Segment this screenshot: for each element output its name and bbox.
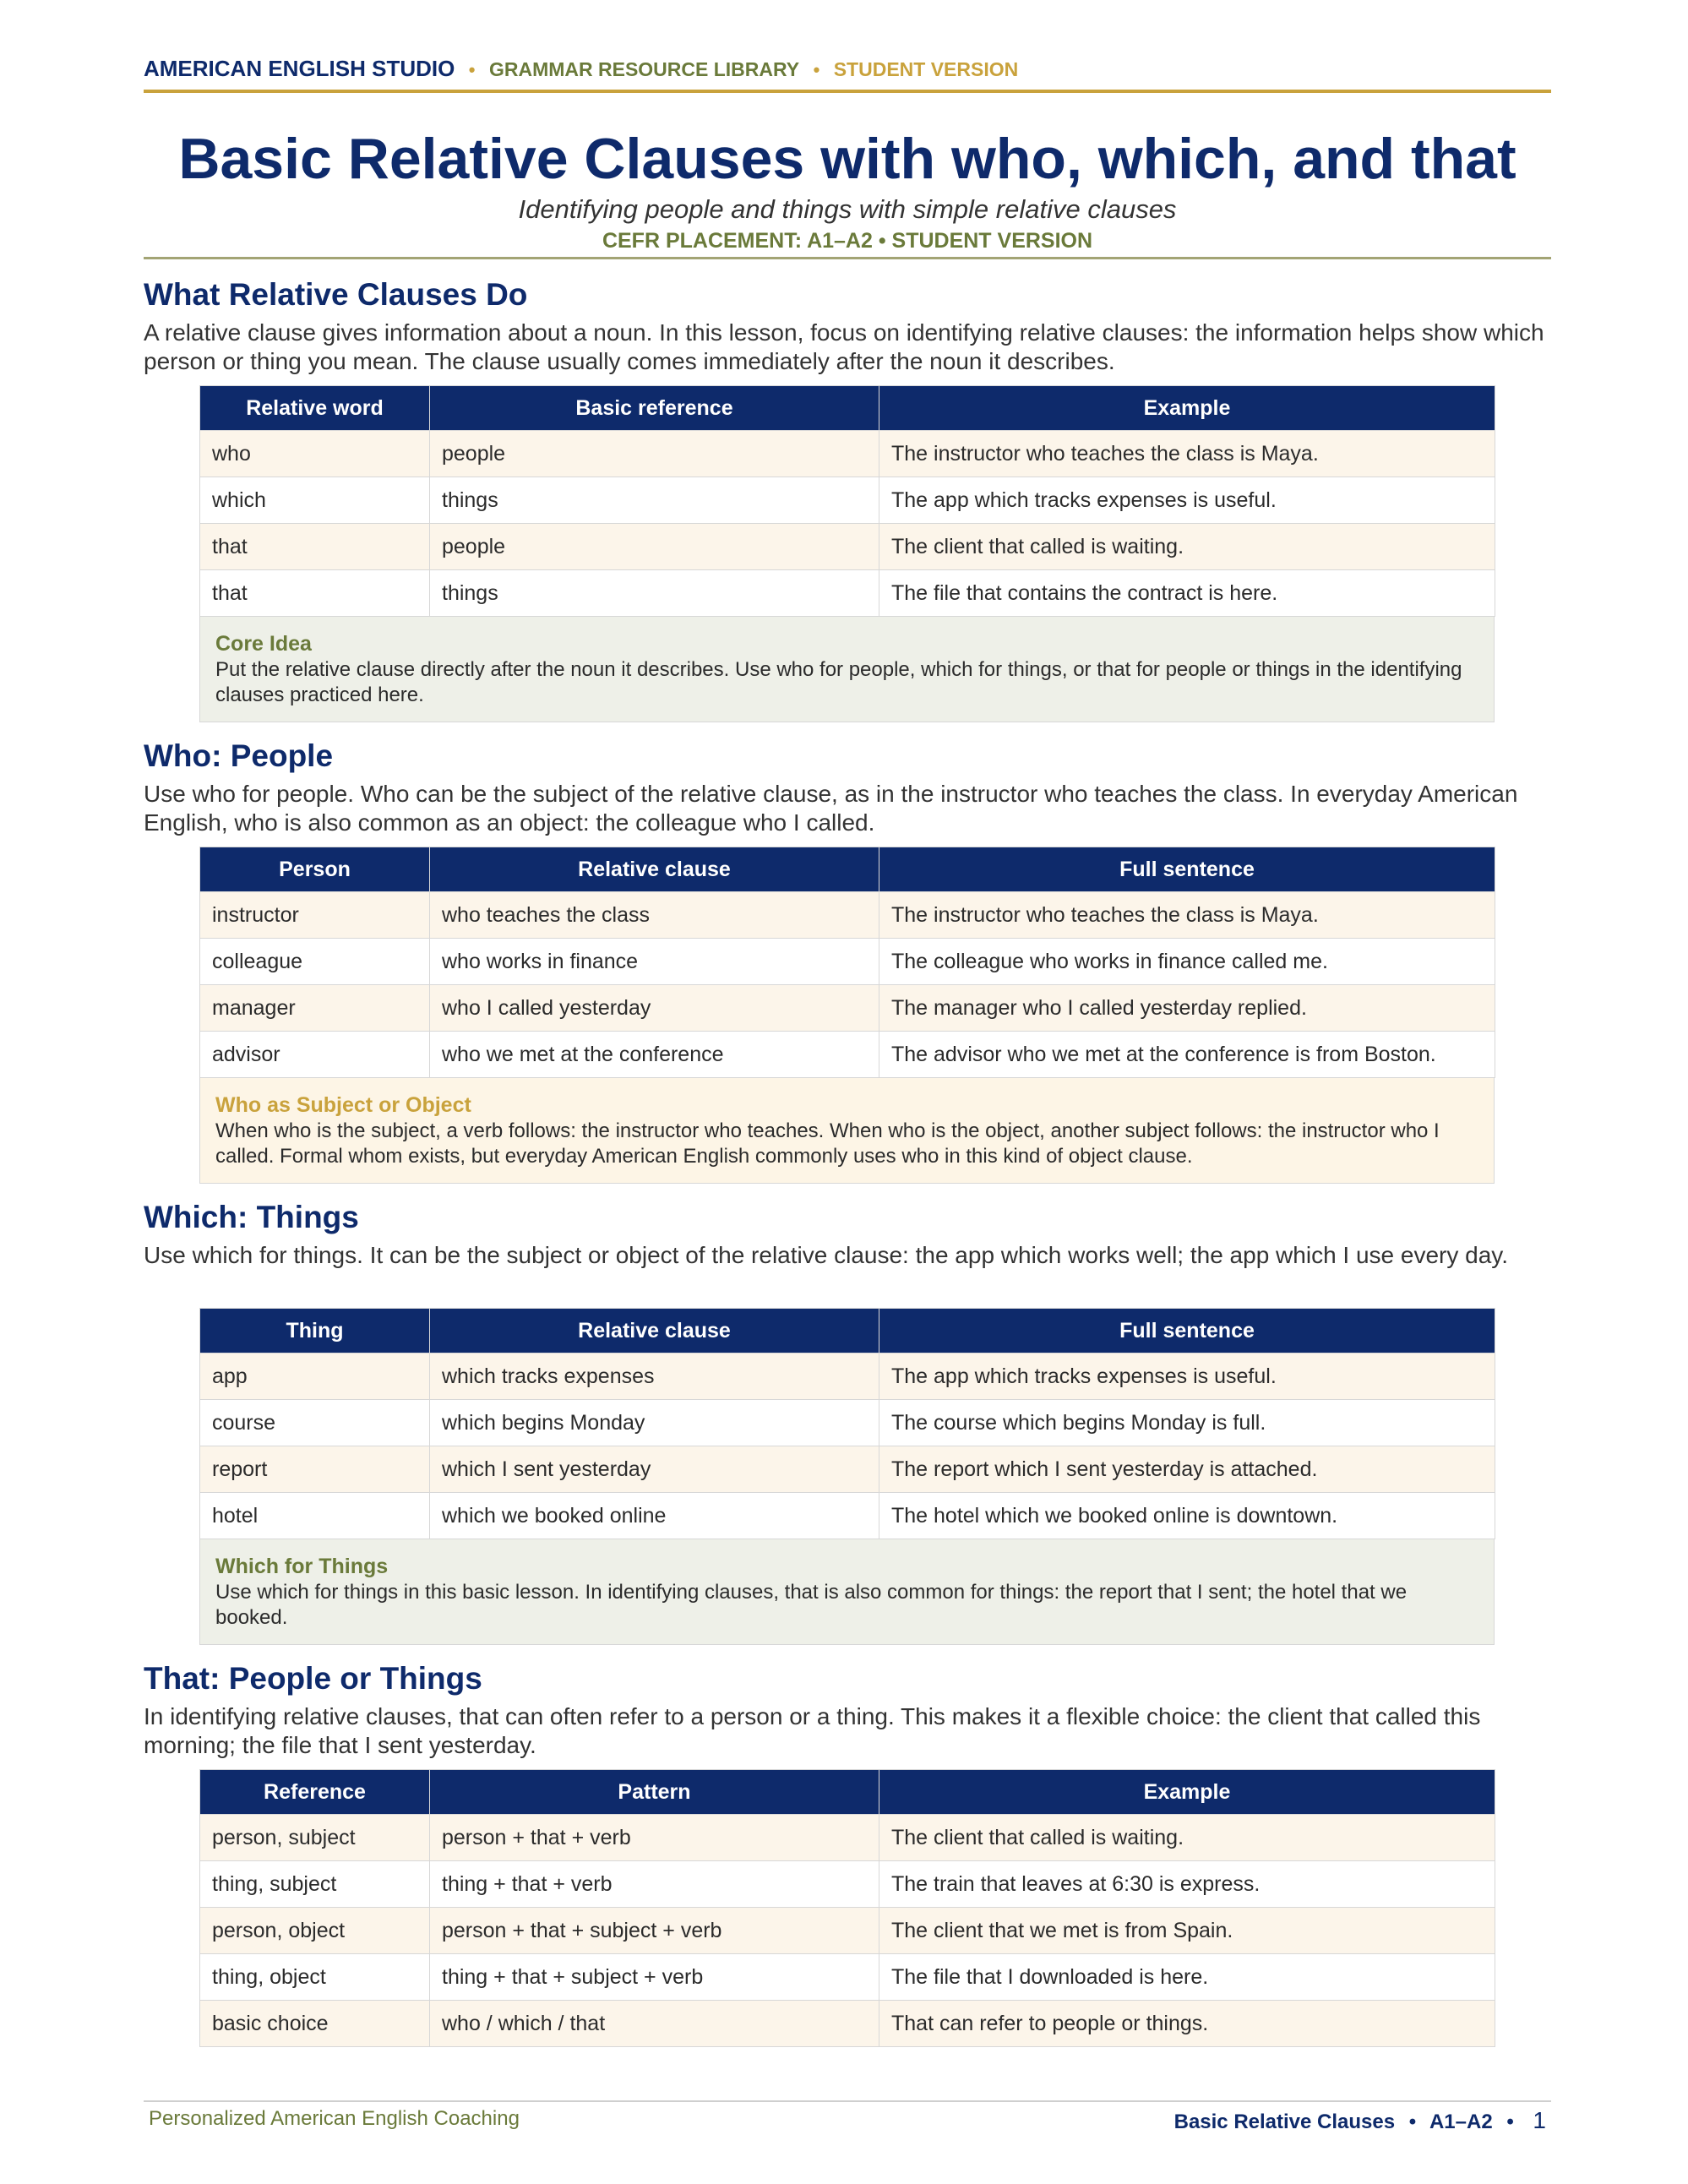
table-cell: people — [430, 431, 879, 477]
title-divider — [144, 257, 1551, 259]
section-text: Use which for things. It can be the subject or object of the relative clause: the app which works well; the app which I use every day. — [144, 1242, 1508, 1268]
table-cell: which we booked online — [430, 1493, 879, 1539]
table-row — [200, 939, 1495, 985]
table-cell: The manager who I called yesterday replied. — [879, 985, 1495, 1032]
table-row — [200, 1493, 1495, 1539]
table-cell: The instructor who teaches the class is Maya. — [879, 892, 1495, 939]
callout-box — [199, 617, 1495, 722]
footer-separator: • — [1506, 2110, 1514, 2133]
page-subtitle: Identifying people and things with simple relative clauses — [518, 194, 1177, 224]
column-header: Relative word — [200, 386, 430, 431]
table-cell: who / which / that — [430, 2001, 879, 2047]
header-separator: • — [468, 59, 476, 80]
table-row — [200, 1032, 1495, 1078]
table-row — [200, 1400, 1495, 1446]
table-cell: basic choice — [200, 2001, 430, 2047]
table-cell: The report which I sent yesterday is attached. — [879, 1446, 1495, 1493]
column-header: Thing — [200, 1309, 430, 1353]
header-bar — [144, 56, 1551, 93]
column-header: Full sentence — [879, 1309, 1495, 1353]
footer-level: A1–A2 — [1429, 2110, 1493, 2133]
section-text: A relative clause gives information about a noun. In this lesson, focus on identifying relative clauses: the information helps show which person or thing you mean. The clause usually comes immediately after the noun it describes. — [144, 319, 1544, 374]
table-row — [200, 2001, 1495, 2047]
that-table — [199, 1769, 1495, 2047]
table-cell: things — [430, 570, 879, 617]
section-heading: That: People or Things — [144, 1661, 482, 1696]
table-row — [200, 1954, 1495, 2001]
table-cell: app — [200, 1353, 430, 1400]
page-number: 1 — [1533, 2107, 1546, 2133]
table-cell: which tracks expenses — [430, 1353, 879, 1400]
table-cell: person, subject — [200, 1815, 430, 1861]
table-cell: The instructor who teaches the class is Maya. — [879, 431, 1495, 477]
table-row — [200, 570, 1495, 617]
table-header-row — [200, 1770, 1495, 1815]
column-header: Example — [879, 386, 1495, 431]
section-heading: Which: Things — [144, 1200, 359, 1234]
table-cell: manager — [200, 985, 430, 1032]
library-name: GRAMMAR RESOURCE LIBRARY — [488, 58, 800, 80]
section-heading: What Relative Clauses Do — [144, 277, 528, 312]
table-cell: course — [200, 1400, 430, 1446]
callout-box — [199, 1078, 1495, 1184]
section-text: In identifying relative clauses, that can often refer to a person or a thing. This makes it a flexible choice: the client that called this morning; the file that I sent yesterday. — [144, 1703, 1481, 1758]
callout-title: Core Idea — [215, 632, 312, 656]
table-cell: colleague — [200, 939, 430, 985]
table-cell: who teaches the class — [430, 892, 879, 939]
table-cell: The app which tracks expenses is useful. — [879, 477, 1495, 524]
table-cell: The advisor who we met at the conference is from Boston. — [879, 1032, 1495, 1078]
column-header: Relative clause — [430, 1309, 879, 1353]
footer-divider — [144, 2100, 1551, 2102]
table-row — [200, 477, 1495, 524]
callout-box — [199, 1539, 1495, 1645]
table-row — [200, 1353, 1495, 1400]
section-text: Use who for people. Who can be the subject of the relative clause, as in the instructor who teaches the class. In everyday American English, who is also common as an object: the colleague who I called. — [144, 781, 1518, 836]
table-cell: The course which begins Monday is full. — [879, 1400, 1495, 1446]
table-cell: who I called yesterday — [430, 985, 879, 1032]
callout-title: Which for Things — [215, 1555, 389, 1578]
table-header-row — [200, 386, 1495, 431]
table-row — [200, 1446, 1495, 1493]
column-header: Reference — [200, 1770, 430, 1815]
table-cell: that — [200, 524, 430, 570]
table-cell: person, object — [200, 1908, 430, 1954]
column-header: Relative clause — [430, 847, 879, 892]
column-header: Person — [200, 847, 430, 892]
callout-text: Put the relative clause directly after the noun it describes. Use who for people, which for things, or that for people or things in the identifying clauses practiced here. — [215, 658, 1462, 706]
table-row — [200, 892, 1495, 939]
table-cell: thing + that + subject + verb — [430, 1954, 879, 2001]
table-cell: report — [200, 1446, 430, 1493]
table-cell: people — [430, 524, 879, 570]
table-row — [200, 1861, 1495, 1908]
footer-doc-title: Basic Relative Clauses — [1173, 2110, 1396, 2133]
table-cell: which — [200, 477, 430, 524]
table-cell: thing, object — [200, 1954, 430, 2001]
table-cell: That can refer to people or things. — [879, 2001, 1495, 2047]
table-cell: The colleague who works in finance called me. — [879, 939, 1495, 985]
who-table — [199, 847, 1495, 1078]
table-cell: The client that we met is from Spain. — [879, 1908, 1495, 1954]
table-row — [200, 1908, 1495, 1954]
table-cell: The app which tracks expenses is useful. — [879, 1353, 1495, 1400]
brand-name: AMERICAN ENGLISH STUDIO — [144, 56, 455, 81]
table-cell: who — [200, 431, 430, 477]
table-cell: instructor — [200, 892, 430, 939]
table-cell: thing, subject — [200, 1861, 430, 1908]
cefr-placement: CEFR PLACEMENT: A1–A2 • STUDENT VERSION — [602, 229, 1093, 253]
table-cell: The hotel which we booked online is downtown. — [879, 1493, 1495, 1539]
table-cell: who we met at the conference — [430, 1032, 879, 1078]
footer-tagline: Personalized American English Coaching — [149, 2107, 520, 2130]
table-cell: person + that + verb — [430, 1815, 879, 1861]
column-header: Pattern — [430, 1770, 879, 1815]
reference-table — [199, 385, 1495, 617]
column-header: Full sentence — [879, 847, 1495, 892]
table-cell: who works in finance — [430, 939, 879, 985]
table-row — [200, 1815, 1495, 1861]
table-cell: hotel — [200, 1493, 430, 1539]
version-label: STUDENT VERSION — [833, 58, 1019, 80]
which-table — [199, 1308, 1495, 1539]
table-cell: The client that called is waiting. — [879, 524, 1495, 570]
table-cell: The train that leaves at 6:30 is express. — [879, 1861, 1495, 1908]
table-cell: which I sent yesterday — [430, 1446, 879, 1493]
table-cell: The file that contains the contract is here. — [879, 570, 1495, 617]
section-heading: Who: People — [144, 738, 334, 773]
callout-text: When who is the subject, a verb follows: the instructor who teaches. When who is the object, another subject follows: the instructor who I called. Formal whom exists, but everyday American English commonly uses who in this kind of object clause. — [215, 1119, 1440, 1168]
table-row — [200, 431, 1495, 477]
footer-doc-info — [1174, 2107, 1546, 2134]
column-header: Example — [879, 1770, 1495, 1815]
table-row — [200, 985, 1495, 1032]
table-cell: advisor — [200, 1032, 430, 1078]
header-separator: • — [813, 59, 820, 80]
callout-title: Who as Subject or Object — [215, 1093, 471, 1117]
table-cell: things — [430, 477, 879, 524]
table-header-row — [200, 1309, 1495, 1353]
table-cell: that — [200, 570, 430, 617]
table-cell: person + that + subject + verb — [430, 1908, 879, 1954]
table-row — [200, 524, 1495, 570]
table-cell: which begins Monday — [430, 1400, 879, 1446]
footer-separator: • — [1408, 2110, 1417, 2133]
table-header-row — [200, 847, 1495, 892]
column-header: Basic reference — [430, 386, 879, 431]
table-cell: thing + that + verb — [430, 1861, 879, 1908]
table-cell: The file that I downloaded is here. — [879, 1954, 1495, 2001]
callout-text: Use which for things in this basic lesson. In identifying clauses, that is also common for things: the report that I sent; the hotel that we booked. — [215, 1581, 1408, 1629]
page-title: Basic Relative Clauses with who, which, and that — [178, 127, 1516, 191]
table-cell: The client that called is waiting. — [879, 1815, 1495, 1861]
